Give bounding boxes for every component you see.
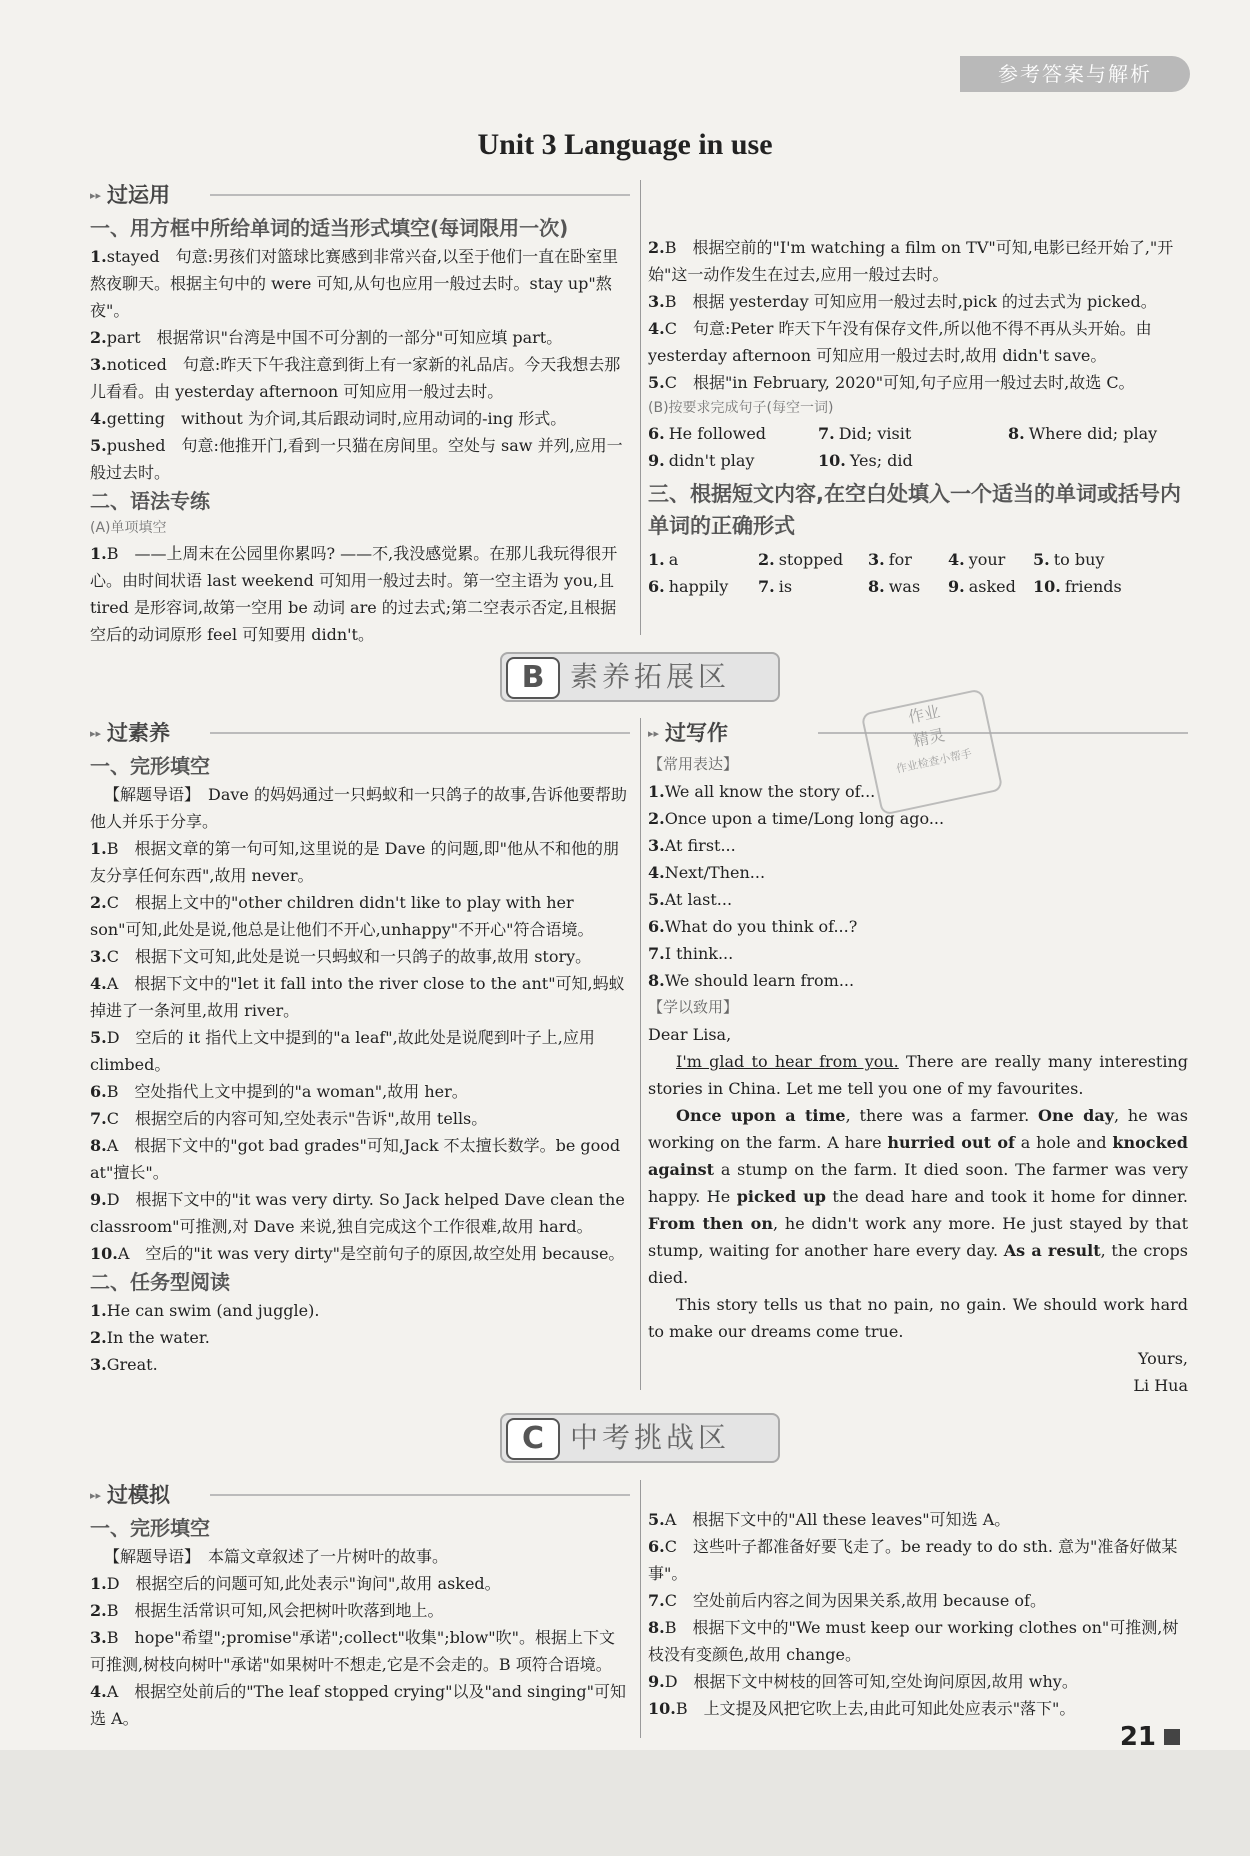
item-text: He followed <box>668 424 767 443</box>
item-text: A 空后的"it was very dirty"是空前句子的原因,故空处用 because。 <box>117 1244 625 1263</box>
list-item <box>90 1570 630 1597</box>
section-heading: ▸▸ 过素养 <box>90 716 630 751</box>
list-item <box>818 420 1008 447</box>
item-number: 5. <box>90 1028 107 1047</box>
item-number: 5. <box>648 1510 665 1529</box>
item-number: 9. <box>648 451 665 470</box>
item-number: 10. <box>818 451 846 470</box>
column-divider <box>640 1480 641 1738</box>
apply-label: 【学以致用】 <box>648 998 739 1016</box>
item-number: 5. <box>648 373 665 392</box>
item-text: C 根据上文中的"other children didn't like to play with her son"可知,此处是说,他总是让他们不开心,unhappy"不开心"符合语境。 <box>90 893 594 939</box>
page-number: 21 <box>1120 1722 1180 1752</box>
item-text: C 空处前后内容之间为因果关系,故用 because of。 <box>664 1591 1046 1610</box>
item-text: C 句意:Peter 昨天下午没有保存文件,所以他不得不再从头开始。由 yesterday afternoon 可知应用一般过去时,故用 didn't save。 <box>648 319 1152 365</box>
item-number: 7. <box>648 944 665 963</box>
item-text: What do you think of...? <box>664 917 858 936</box>
section-a-left <box>90 178 630 648</box>
item-number: 6. <box>648 577 665 596</box>
item-number: 1. <box>90 839 107 858</box>
item-text: C 根据"in February, 2020"可知,句子应用一般过去时,故选 C。 <box>664 373 1135 392</box>
item-number: 3. <box>648 836 665 855</box>
item-number: 3. <box>90 355 107 374</box>
list-item <box>648 940 1188 967</box>
item-text: stopped <box>778 550 844 569</box>
text-run: a hole and <box>1014 1133 1113 1152</box>
list-item <box>648 315 1188 369</box>
list-item <box>648 913 1188 940</box>
guide-text: 【解题导语】 Dave 的妈妈通过一只蚂蚁和一只鸽子的故事,告诉他要帮助他人并乐于分享。 <box>90 785 628 831</box>
item-text: C 根据下文可知,此处是说一只蚂蚁和一只鸽子的故事,故用 story。 <box>106 947 592 966</box>
item-number: 1. <box>90 1301 107 1320</box>
item-text: At first... <box>664 836 736 855</box>
item-text: At last... <box>664 890 733 909</box>
item-number: 3. <box>90 947 107 966</box>
item-text: asked <box>968 577 1016 596</box>
column-divider <box>640 180 641 635</box>
part-title: 二、语法专练 <box>90 489 210 513</box>
bold-phrase: picked up <box>736 1187 826 1206</box>
text-run: , there was a farmer. <box>845 1106 1039 1125</box>
sub-title: (A)单项填空 <box>90 520 167 536</box>
item-text: noticed 句意:昨天下午我注意到街上有一家新的礼品店。今天我想去那儿看看。由 yesterday afternoon 可知应用一般过去时。 <box>90 355 621 401</box>
list-item <box>948 573 1033 600</box>
section-writing <box>648 716 1188 1399</box>
list-item <box>90 1297 630 1324</box>
item-text: is <box>778 577 793 596</box>
banner-title: 素养拓展区 <box>570 660 731 693</box>
list-item <box>758 546 868 573</box>
item-text: A 根据空处前后的"The leaf stopped crying"以及"and singing"可知选 A。 <box>90 1682 626 1728</box>
item-number: 8. <box>648 971 665 990</box>
item-number: 7. <box>90 1109 107 1128</box>
expressions-label: 【常用表达】 <box>648 755 739 773</box>
bold-phrase: Once upon a time <box>676 1106 846 1125</box>
list-item <box>648 369 1188 396</box>
list-item <box>90 243 630 324</box>
item-text: Once upon a time/Long long ago... <box>664 809 945 828</box>
item-text: Where did; play <box>1028 424 1158 443</box>
list-item <box>648 1614 1188 1668</box>
item-number: 9. <box>648 1672 665 1691</box>
item-number: 4. <box>90 409 107 428</box>
item-number: 1. <box>648 550 665 569</box>
list-item <box>90 1186 630 1240</box>
section-banner-c <box>500 1413 780 1463</box>
letter-paragraph: This story tells us that no pain, no gain. We should work hard to make our dreams come true. <box>648 1295 1188 1341</box>
list-item <box>648 573 758 600</box>
list-item <box>90 1624 630 1678</box>
item-number: 4. <box>648 863 665 882</box>
section-a-right <box>648 234 1188 600</box>
section-c-right <box>648 1506 1188 1722</box>
list-item <box>90 1024 630 1078</box>
list-item: 1.B ——上周末在公园里你累吗? ——不,我没感觉累。在那儿我玩得很开心。由时间状语 last weekend 可知用一般过去时。第一空主语为 you,且 tired 是形容词,故第一空用 be 动词 are 的过去式;第二空表示否定,且根据空后的动词原形 feel 可知要用 didn't。 <box>90 544 618 644</box>
item-text: In the water. <box>106 1328 210 1347</box>
item-text: Yes; did <box>849 451 913 470</box>
section-b-left <box>90 716 630 1378</box>
item-number: 9. <box>90 1190 107 1209</box>
item-text: happily <box>668 577 729 596</box>
banner-letter: B <box>506 657 560 699</box>
list-item <box>868 546 948 573</box>
section-heading-text: 过运用 <box>107 183 171 207</box>
text-run: , he was working on the farm. A hare <box>648 1106 1189 1152</box>
list-item <box>648 805 1188 832</box>
text-run: , the crops died. <box>648 1241 1189 1287</box>
item-number: 3. <box>90 1628 107 1647</box>
bold-phrase: hurried out of <box>887 1133 1015 1152</box>
item-text: your <box>968 550 1006 569</box>
item-number: 5. <box>1033 550 1050 569</box>
item-number: 3. <box>868 550 885 569</box>
item-text: part 根据常识"台湾是中国不可分割的一部分"可知应填 part。 <box>106 328 563 347</box>
item-text: Great. <box>106 1355 158 1374</box>
part-title: 一、完形填空 <box>90 754 210 778</box>
item-text: C 根据空后的内容可知,空处表示"告诉",故用 tells。 <box>106 1109 488 1128</box>
list-item <box>648 859 1188 886</box>
item-text: was <box>888 577 921 596</box>
list-item <box>648 546 758 573</box>
list-item <box>648 832 1188 859</box>
item-number: 10. <box>1033 577 1061 596</box>
item-text: We all know the story of... <box>664 782 876 801</box>
list-item <box>1033 546 1133 573</box>
list-item <box>90 1351 630 1378</box>
item-number: 5. <box>90 436 107 455</box>
item-text: A 根据下文中的"let it fall into the river close to the ant"可知,蚂蚁掉进了一条河里,故用 river。 <box>90 974 625 1020</box>
item-text: B 上文提及风把它吹上去,由此可知此处应表示"落下"。 <box>675 1699 1076 1718</box>
letter-paragraph: I'm glad to hear from you. There are really many interesting stories in China. Let me tell you one of my favourites. <box>648 1052 1189 1098</box>
list-item <box>758 573 868 600</box>
item-text: for <box>888 550 912 569</box>
header-tag: 参考答案与解析 <box>960 56 1190 92</box>
item-number: 4. <box>648 319 665 338</box>
list-item <box>90 1324 630 1351</box>
item-number: 5. <box>648 890 665 909</box>
item-text: D 根据空后的问题可知,此处表示"询问",故用 asked。 <box>106 1574 501 1593</box>
item-text: He can swim (and juggle). <box>106 1301 320 1320</box>
item-text: B 根据生活常识可知,风会把树叶吹落到地上。 <box>106 1601 444 1620</box>
item-text: B 根据空前的"I'm watching a film on TV"可知,电影已经开始了,"开始"这一动作发生在过去,应用一般过去时。 <box>648 238 1174 284</box>
part-title: 一、用方框中所给单词的适当形式填空(每词限用一次) <box>90 216 569 240</box>
list-item <box>90 432 630 486</box>
item-text: B 空处指代上文中提到的"a woman",故用 her。 <box>106 1082 468 1101</box>
item-text: A 根据下文中的"All these leaves"可知选 A。 <box>664 1510 1011 1529</box>
part-title: 三、根据短文内容,在空白处填入一个适当的单词或括号内单词的正确形式 <box>648 482 1181 538</box>
list-item <box>90 1240 630 1267</box>
item-text: B hope"希望";promise"承诺";collect"收集";blow"吹"。根据上下文可推测,树枝向树叶"承诺"如果树叶不想走,它是不会走的。B 项符合语境。 <box>90 1628 616 1674</box>
item-text: D 根据下文中树枝的回答可知,空处询问原因,故用 why。 <box>664 1672 1078 1691</box>
section-banner-b <box>500 652 780 702</box>
letter-paragraph <box>648 1102 1188 1291</box>
column-divider <box>640 718 641 1390</box>
item-text: D 根据下文中的"it was very dirty. So Jack helped Dave clean the classroom"可推测,对 Dave 来说,独自完成这个工作很难,故用 hard。 <box>90 1190 625 1236</box>
item-number: 10. <box>648 1699 676 1718</box>
item-number: 2. <box>90 328 107 347</box>
item-text: didn't play <box>668 451 755 470</box>
item-number: 2. <box>90 893 107 912</box>
list-item <box>648 288 1188 315</box>
item-number: 9. <box>948 577 965 596</box>
list-item <box>648 1533 1188 1587</box>
list-item <box>90 1678 630 1732</box>
item-text: B 根据文章的第一句可知,这里说的是 Dave 的问题,即"他从不和他的朋友分享任何东西",故用 never。 <box>90 839 620 885</box>
item-number: 2. <box>90 1328 107 1347</box>
item-number: 8. <box>1008 424 1025 443</box>
list-item <box>648 1587 1188 1614</box>
list-item <box>648 1506 1188 1533</box>
item-number: 8. <box>868 577 885 596</box>
list-item <box>90 889 630 943</box>
item-text: A 根据下文中的"got bad grades"可知,Jack 不太擅长数学。be good at"擅长"。 <box>90 1136 621 1182</box>
list-item <box>818 447 1008 474</box>
item-number: 6. <box>648 1537 665 1556</box>
list-item <box>90 970 630 1024</box>
list-item <box>648 1668 1188 1695</box>
item-number: 1. <box>648 782 665 801</box>
list-item <box>90 1105 630 1132</box>
bold-phrase: One day <box>1038 1106 1114 1125</box>
item-text: pushed 句意:他推开门,看到一只猫在房间里。空处与 saw 并列,应用一般过去时。 <box>90 436 623 482</box>
stamp-logo: 作业 精灵 作业检查小帮手 <box>861 688 1004 816</box>
item-number: 8. <box>90 1136 107 1155</box>
section-heading: ▸▸ 过模拟 <box>90 1478 630 1513</box>
list-item <box>648 886 1188 913</box>
bold-phrase: knocked against <box>648 1133 1188 1179</box>
item-text: getting without 为介词,其后跟动词时,应用动词的-ing 形式。 <box>106 409 567 428</box>
item-number: 8. <box>648 1618 665 1637</box>
item-text: B 根据 yesterday 可知应用一般过去时,pick 的过去式为 picked。 <box>664 292 1157 311</box>
letter-greeting: Dear Lisa, <box>648 1025 732 1044</box>
list-item <box>90 1597 630 1624</box>
item-number: 2. <box>648 809 665 828</box>
item-text: We should learn from... <box>664 971 855 990</box>
item-number: 7. <box>648 1591 665 1610</box>
letter-signature: Li Hua <box>1133 1376 1188 1395</box>
item-number: 6. <box>648 424 665 443</box>
list-item <box>868 573 948 600</box>
guide-text: 【解题导语】 本篇文章叙述了一片树叶的故事。 <box>104 1547 449 1566</box>
list-item <box>90 1078 630 1105</box>
list-item <box>90 324 630 351</box>
letter-closing: Yours, <box>1137 1349 1188 1368</box>
list-item <box>648 447 818 474</box>
banner-title: 中考挑战区 <box>570 1421 731 1454</box>
text-run: the dead hare and took it home for dinner. <box>825 1187 1188 1206</box>
sub-title: (B)按要求完成句子(每空一词) <box>648 400 834 416</box>
text-run: , he didn't work any more. He just stayed by that stump, waiting for another hare every day. <box>648 1214 1188 1260</box>
list-item <box>648 234 1188 288</box>
list-item <box>648 967 1188 994</box>
item-number: 1. <box>90 247 107 266</box>
item-text: friends <box>1064 577 1122 596</box>
item-number: 7. <box>758 577 775 596</box>
text-run: a stump on the farm. It died soon. The farmer was very happy. He <box>648 1160 1188 1206</box>
item-number: 3. <box>90 1355 107 1374</box>
item-number: 4. <box>90 1682 107 1701</box>
item-text: to buy <box>1053 550 1105 569</box>
list-item <box>1033 573 1133 600</box>
item-text: stayed 句意:男孩们对篮球比赛感到非常兴奋,以至于他们一直在卧室里熬夜聊天。根据主句中的 were 可知,从句也应用一般过去时。stay up"熬夜"。 <box>90 247 619 320</box>
item-number: 10. <box>90 1244 118 1263</box>
item-text: B 根据下文中的"We must keep our working clothes on"可推测,树枝没有变颜色,故用 change。 <box>648 1618 1179 1664</box>
item-text: I think... <box>664 944 734 963</box>
list-item <box>90 405 630 432</box>
banner-letter: C <box>506 1418 560 1460</box>
item-text: D 空后的 it 指代上文中提到的"a leaf",故此处是说爬到叶子上,应用 climbed。 <box>90 1028 595 1074</box>
item-number: 7. <box>818 424 835 443</box>
list-item <box>90 943 630 970</box>
item-text: Did; visit <box>838 424 912 443</box>
list-item <box>90 351 630 405</box>
part-title: 一、完形填空 <box>90 1516 210 1540</box>
item-number: 6. <box>90 1082 107 1101</box>
item-number: 4. <box>90 974 107 993</box>
item-number: 3. <box>648 292 665 311</box>
item-text: a <box>668 550 679 569</box>
part-title: 二、任务型阅读 <box>90 1270 230 1294</box>
item-text: C 这些叶子都准备好要飞走了。be ready to do sth. 意为"准备好做某事"。 <box>648 1537 1178 1583</box>
list-item <box>1008 420 1198 447</box>
page-footer-band <box>0 1750 1250 1856</box>
section-heading: ▸▸ 过写作 <box>648 716 1188 751</box>
bold-phrase: From then on <box>648 1214 773 1233</box>
item-number: 4. <box>948 550 965 569</box>
section-c-left <box>90 1478 630 1732</box>
list-item <box>90 835 630 889</box>
section-heading <box>90 178 630 213</box>
item-number: 2. <box>648 238 665 257</box>
item-text: Next/Then... <box>664 863 766 882</box>
item-number: 1. <box>90 1574 107 1593</box>
item-number: 2. <box>758 550 775 569</box>
page-title: Unit 3 Language in use <box>477 128 773 161</box>
list-item <box>948 546 1033 573</box>
bold-phrase: As a result <box>1003 1241 1101 1260</box>
list-item <box>648 420 818 447</box>
list-item <box>90 1132 630 1186</box>
item-number: 2. <box>90 1601 107 1620</box>
list-item <box>648 1695 1188 1722</box>
item-number: 6. <box>648 917 665 936</box>
